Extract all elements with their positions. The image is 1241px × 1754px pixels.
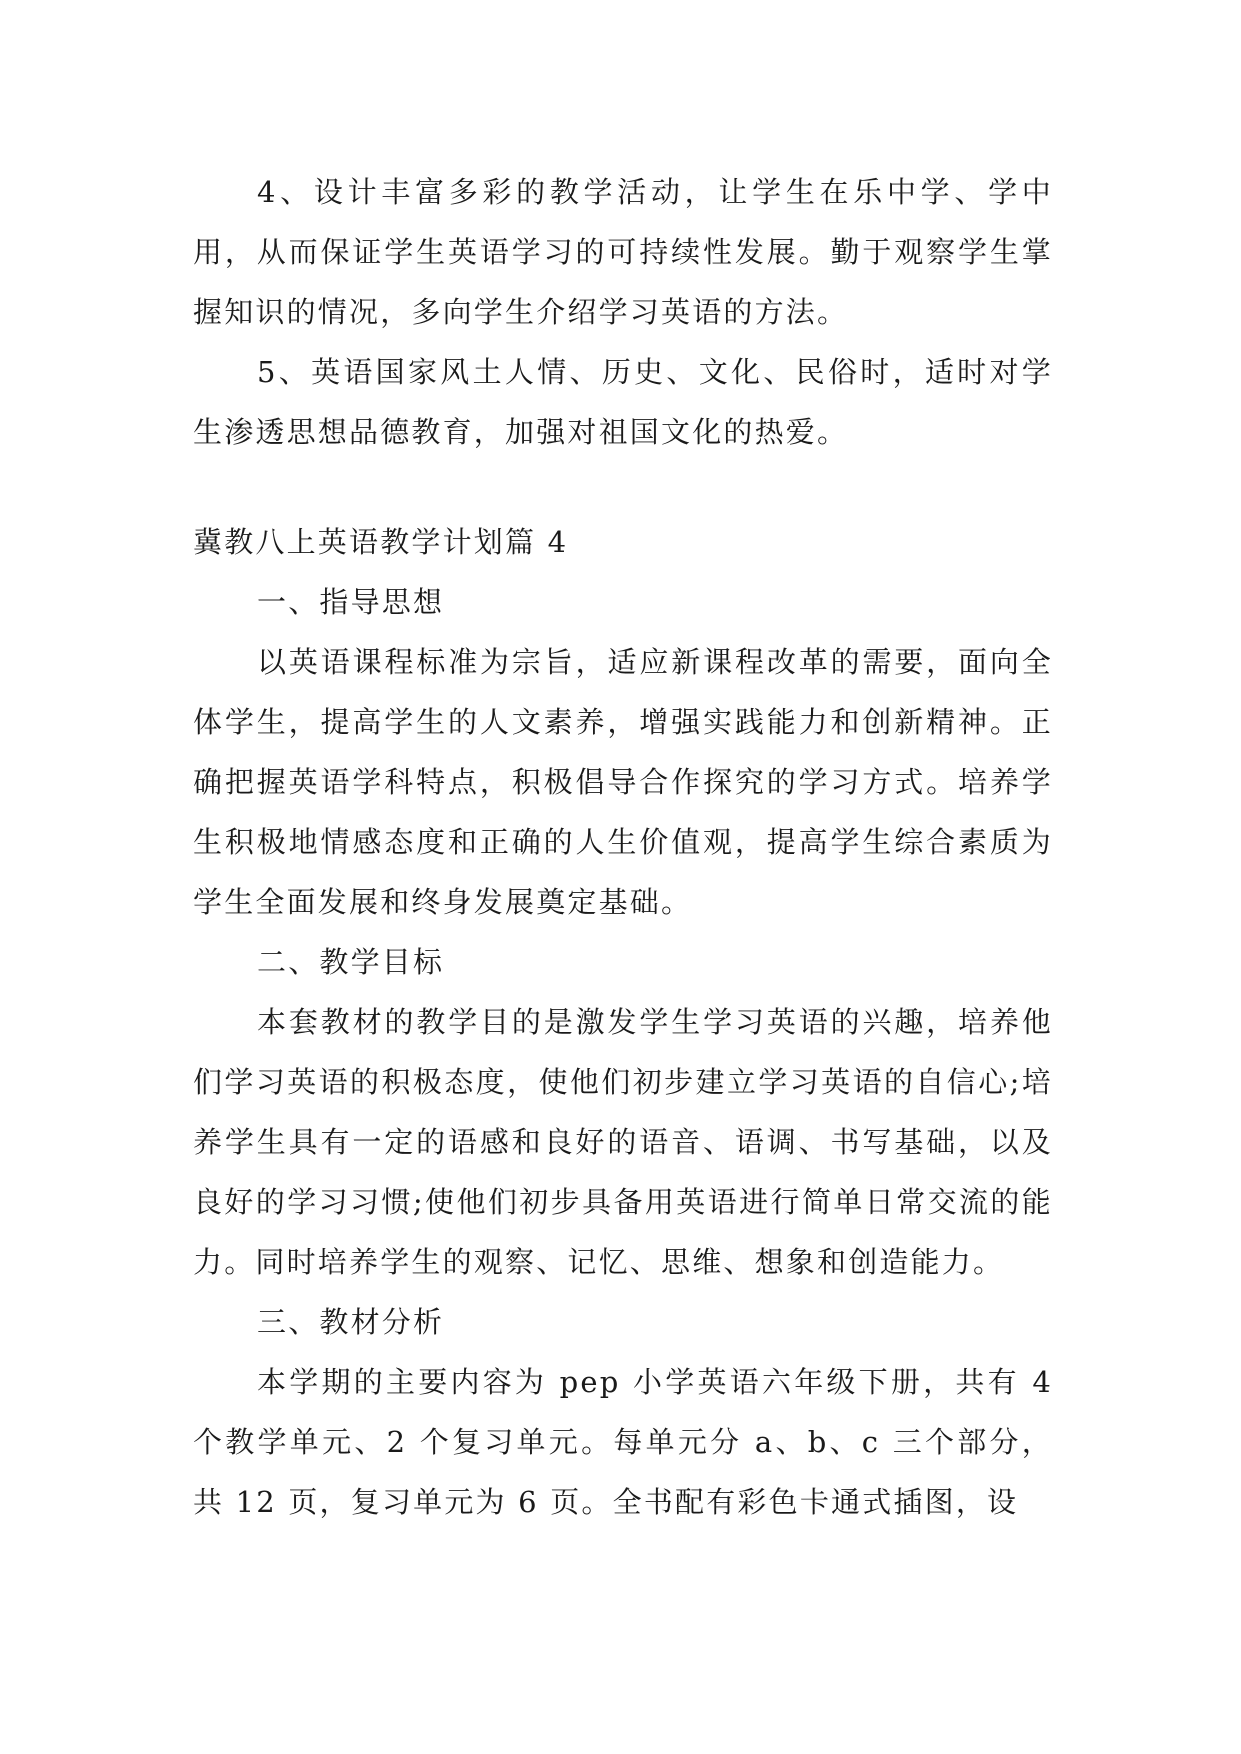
heading-teaching-goals: 二、教学目标 <box>257 945 445 979</box>
section-title: 冀教八上英语教学计划篇 4 <box>193 525 569 559</box>
paragraph-textbook-analysis: 本学期的主要内容为 pep 小学英语六年级下册，共有 4 个教学单元、2 个复习单元。每单元分 a、b、c 三个部分，共 12 页，复习单元为 6 页。全书配有彩色卡通式插图，设 <box>193 1365 1053 1519</box>
paragraph-teaching-goals: 本套教材的教学目的是激发学生学习英语的兴趣，培养他们学习英语的积极态度，使他们初步建立学习英语的自信心;培养学生具有一定的语感和良好的语音、语调、书写基础，以及良好的学习习惯;使他们初步具备用英语进行简单日常交流的能力。同时培养学生的观察、记忆、思维、想象和创造能力。 <box>193 1005 1053 1279</box>
heading-guiding-ideology: 一、指导思想 <box>257 585 445 619</box>
paragraph-item-4: 4、设计丰富多彩的教学活动，让学生在乐中学、学中用，从而保证学生英语学习的可持续性发展。勤于观察学生掌握知识的情况，多向学生介绍学习英语的方法。 <box>193 175 1053 329</box>
heading-textbook-analysis: 三、教材分析 <box>257 1305 445 1339</box>
paragraph-guiding-ideology: 以英语课程标准为宗旨，适应新课程改革的需要，面向全体学生，提高学生的人文素养，增强实践能力和创新精神。正确把握英语学科特点，积极倡导合作探究的学习方式。培养学生积极地情感态度和正确的人生价值观，提高学生综合素质为学生全面发展和终身发展奠定基础。 <box>193 645 1053 919</box>
paragraph-item-5: 5、英语国家风土人情、历史、文化、民俗时，适时对学生渗透思想品德教育，加强对祖国文化的热爱。 <box>193 355 1053 449</box>
document-page <box>193 162 1053 1532</box>
